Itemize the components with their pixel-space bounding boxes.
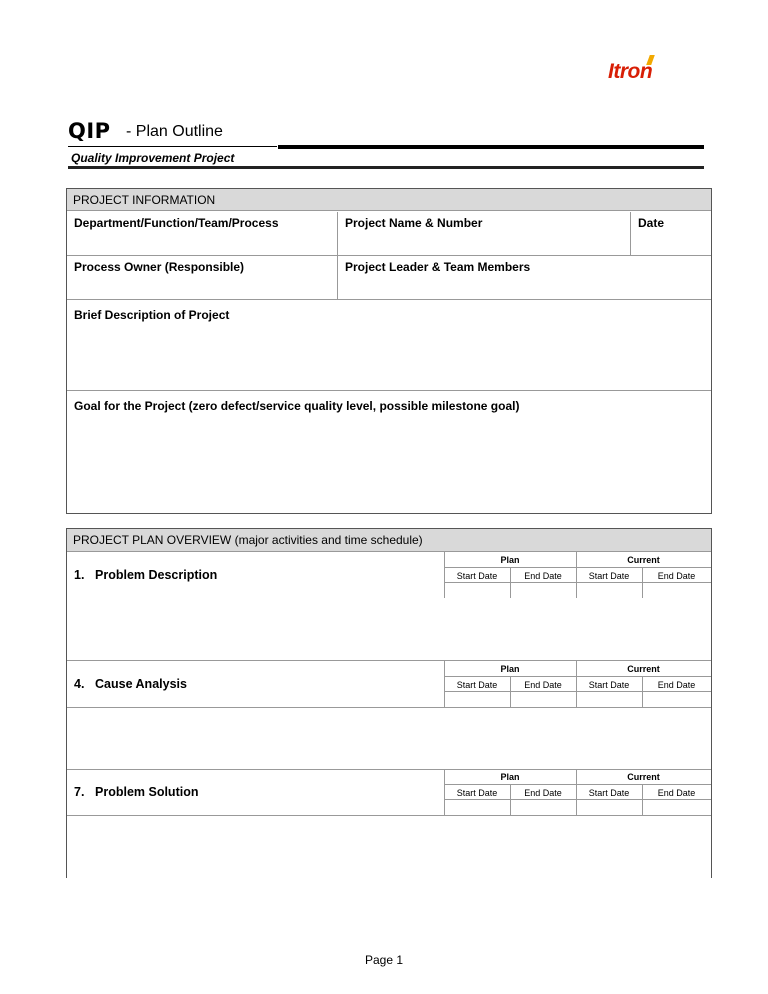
current-start-header: Start Date [588,788,630,798]
plan-col-header: Plan [500,664,520,674]
current-start-header: Start Date [588,571,630,581]
plan-start-header: Start Date [456,571,498,581]
plan-section [67,552,711,661]
project-plan-header: PROJECT PLAN OVERVIEW (major activities and time schedule) [67,529,711,552]
brief-description-label: Brief Description of Project [74,308,230,322]
project-information-table [66,188,712,514]
divider [67,255,711,256]
doc-title-qip: QIP [68,119,111,143]
plan-section [67,769,711,879]
section-label: Problem Description [95,568,218,582]
title-rule-thick [278,145,704,149]
divider [444,784,711,785]
divider [67,299,711,300]
divider [444,799,711,800]
subtitle-rule [68,166,704,169]
section-label: Cause Analysis [95,677,187,691]
process-owner-label: Process Owner (Responsible) [74,260,245,274]
title-rule-thin [68,146,277,147]
section-label: Problem Solution [95,785,199,799]
current-col-header: Current [627,664,660,674]
doc-subtitle: Quality Improvement Project [71,151,235,165]
divider [444,676,711,677]
itron-logo: Itron [608,60,653,83]
project-name-label: Project Name & Number [345,216,483,230]
divider [67,707,711,708]
department-label: Department/Function/Team/Process [74,216,279,230]
goal-label: Goal for the Project (zero defect/service quality level, possible milestone goal) [74,399,520,413]
current-end-header: End Date [657,788,696,798]
current-end-header: End Date [657,680,696,690]
current-end-header: End Date [657,571,696,581]
divider [444,567,711,568]
section-number: 7. [74,785,85,799]
page-number: Page 1 [364,953,404,967]
section-number: 4. [74,677,85,691]
plan-end-header: End Date [524,788,562,798]
divider [444,691,711,692]
project-leader-label: Project Leader & Team Members [345,260,531,274]
plan-start-header: Start Date [456,788,498,798]
date-label: Date [638,216,665,230]
divider [630,212,631,256]
current-start-header: Start Date [588,680,630,690]
project-plan-table [66,528,712,878]
plan-col-header: Plan [500,772,520,782]
divider [67,815,711,816]
doc-title-rest: - Plan Outline [126,123,223,140]
plan-section [67,661,711,769]
plan-end-header: End Date [524,680,562,690]
project-information-header: PROJECT INFORMATION [67,189,711,211]
plan-col-header: Plan [500,555,520,565]
plan-start-header: Start Date [456,680,498,690]
current-col-header: Current [627,772,660,782]
divider [444,582,711,583]
plan-end-header: End Date [524,571,562,581]
current-col-header: Current [627,555,660,565]
divider [67,390,711,391]
section-number: 1. [74,568,85,582]
